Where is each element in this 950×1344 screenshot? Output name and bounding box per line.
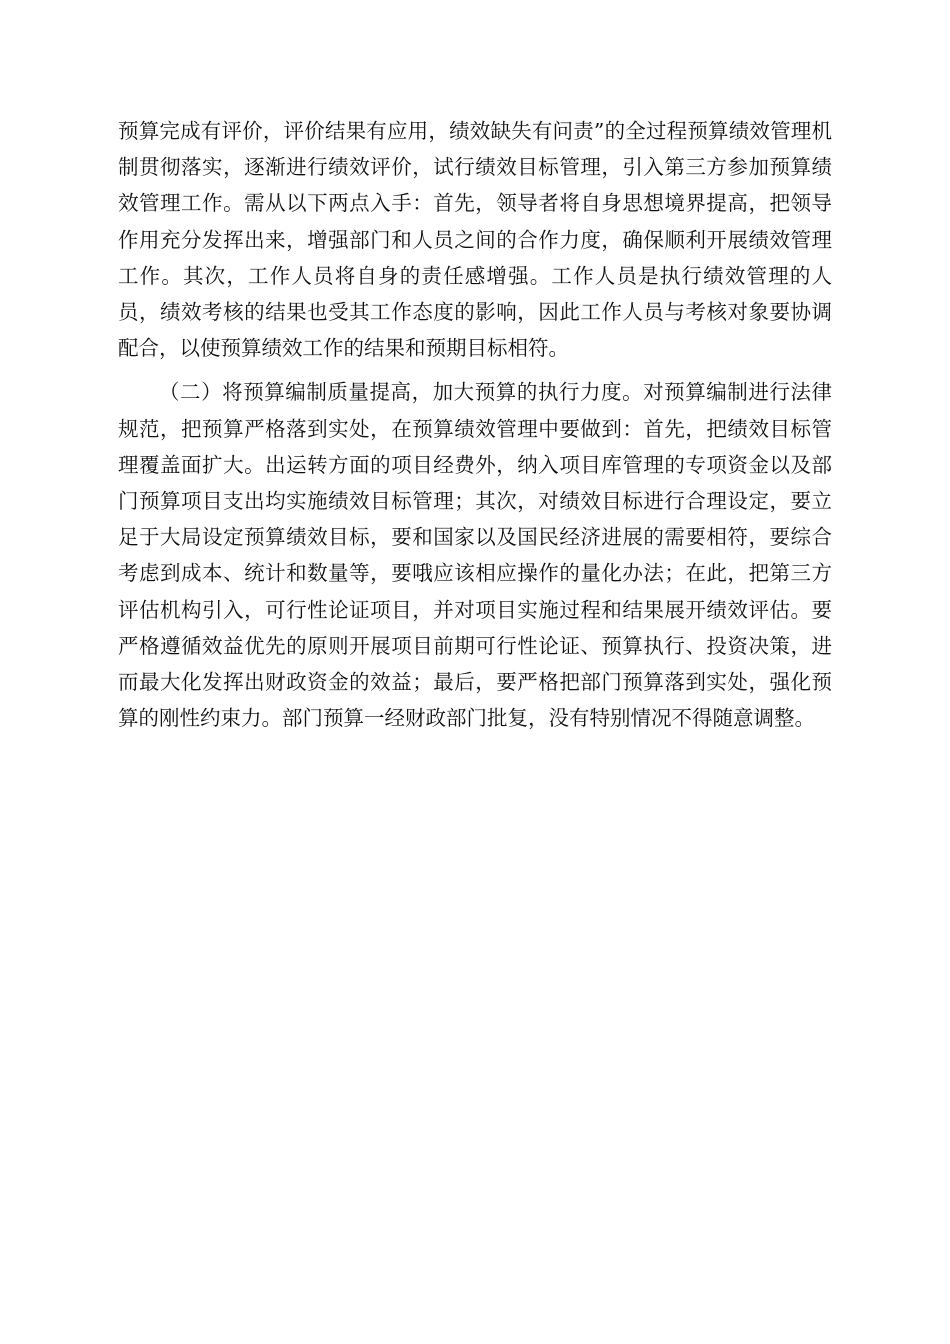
paragraph-continued: 预算完成有评价，评价结果有应用，绩效缺失有问责”的全过程预算绩效管理机制贯彻落实，逐渐进行绩效评价，试行绩效目标管理，引入第三方参加预算绩效管理工作。需从以下两点入手：首先，领导者将自身思想境界提高，把领导作用充分发挥出来，增强部门和人员之间的合作力度，确保顺利开展绩效管理工作。其次，工作人员将自身的责任感增强。工作人员是执行绩效管理的人员，绩效考核的结果也受其工作态度的影响，因此工作人员与考核对象要协调配合，以使预算绩效工作的结果和预期目标相符。 [118, 119, 832, 361]
paragraph-section-two: （二）将预算编制质量提高，加大预算的执行力度。对预算编制进行法律规范，把预算严格落到实处，在预算绩效管理中要做到：首先，把绩效目标管理覆盖面扩大。出运转方面的项目经费外，纳入项目库管理的专项资金以及部门预算项目支出均实施绩效目标管理；其次，对绩效目标进行合理设定，要立足于大局设定预算绩效目标，要和国家以及国民经济进展的需要相符，要综合考虑到成本、统计和数量等，要哦应该相应操作的量化办法；在此，把第三方评估机构引入，可行性论证项目，并对项目实施过程和结果展开绩效评估。要严格遵循效益优先的原则开展项目前期可行性论证、预算执行、投资决策，进而最大化发挥出财政资金的效益；最后，要严格把部门预算落到实处，强化预算的刚性约束力。部门预算一经财政部门批复，没有特别情况不得随意调整。 [118, 380, 832, 731]
document-body [118, 113, 832, 736]
